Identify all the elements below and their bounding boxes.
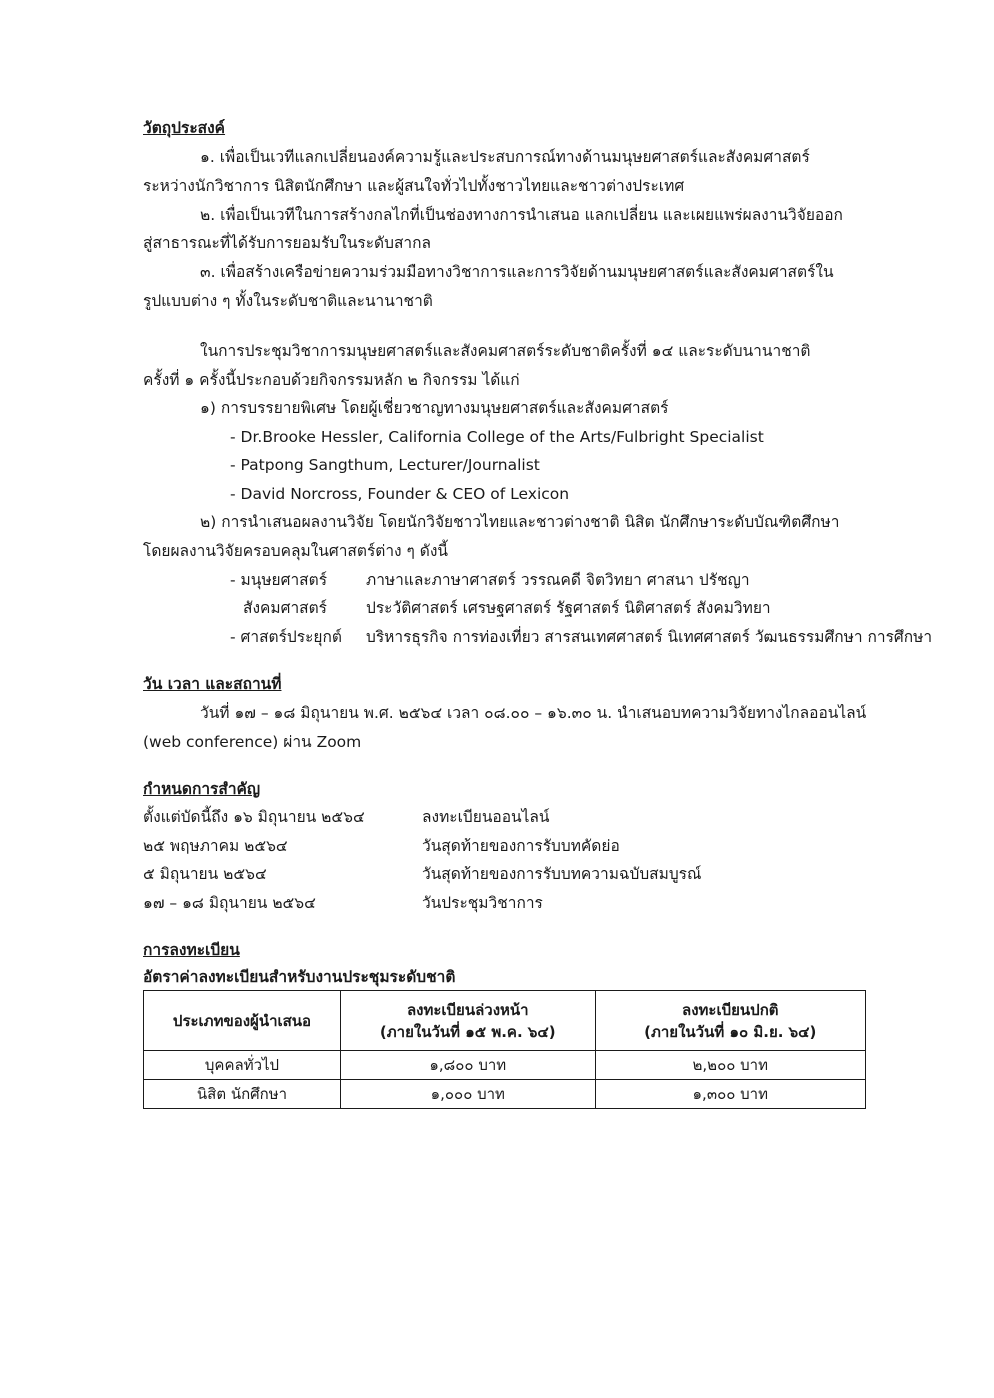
schedule-date: ตั้งแต่บัดนี้ถึง ๑๖ มิถุนายน ๒๕๖๔ — [143, 808, 365, 826]
venue-line-2: (web conference) ผ่าน Zoom — [143, 733, 362, 751]
schedule-heading: กำหนดการสำคัญ — [143, 780, 261, 798]
objective-2-line-1: ๒. เพื่อเป็นเวทีในการสร้างกลไกที่เป็นช่องทางการนำเสนอ แลกเปลี่ยน และเผยแพร่ผลงานวิจัยออก — [200, 206, 843, 224]
venue-line-1: วันที่ ๑๗ – ๑๘ มิถุนายน พ.ศ. ๒๕๖๔ เวลา ๐๘.๐๐ – ๑๖.๓๐ น. นำเสนอบทความวิจัยทางไกลออนไลน์ — [200, 704, 867, 722]
presenter-type-cell: บุคคลทั่วไป — [144, 1051, 341, 1080]
schedule-event: วันสุดท้ายของการรับบทคัดย่อ — [422, 837, 620, 855]
column-header-regular-title: ลงทะเบียนปกติ — [682, 1000, 779, 1019]
objective-1-line-1: ๑. เพื่อเป็นเวทีแลกเปลี่ยนองค์ความรู้และประสบการณ์ทางด้านมนุษยศาสตร์และสังคมศาสตร์ — [200, 148, 810, 166]
early-fee-cell: ๑,๐๐๐ บาท — [341, 1080, 596, 1109]
column-header-presenter-type: ประเภทของผู้นำเสนอ — [144, 991, 341, 1051]
schedule-date: ๑๗ – ๑๘ มิถุนายน ๒๕๖๔ — [143, 894, 316, 912]
schedule-event: วันสุดท้ายของการรับบทความฉบับสมบูรณ์ — [422, 865, 702, 883]
column-header-early — [341, 991, 596, 1051]
regular-fee-cell: ๒,๒๐๐ บาท — [595, 1051, 865, 1080]
field-name: - มนุษยศาสตร์ — [230, 571, 328, 589]
column-header-regular-deadline: (ภายในวันที่ ๑๐ มิ.ย. ๖๔) — [644, 1022, 817, 1041]
regular-fee-cell: ๑,๓๐๐ บาท — [595, 1080, 865, 1109]
table-header-row — [144, 991, 866, 1051]
table-row — [144, 1080, 866, 1109]
objectives-heading: วัตถุประสงค์ — [143, 119, 226, 137]
column-header-early-title: ลงทะเบียนล่วงหน้า — [406, 1000, 529, 1019]
speaker-item: - Dr.Brooke Hessler, California College of the Arts/Fulbright Specialist — [230, 428, 764, 446]
early-fee-cell: ๑,๘๐๐ บาท — [341, 1051, 596, 1080]
activities-intro-line-1: ในการประชุมวิชาการมนุษยศาสตร์และสังคมศาสตร์ระดับชาติครั้งที่ ๑๔ และระดับนานาชาติ — [200, 342, 811, 360]
field-subjects: บริหารธุรกิจ การท่องเที่ยว สารสนเทศศาสตร์ นิเทศศาสตร์ วัฒนธรรมศึกษา การศึกษา — [366, 628, 933, 646]
objective-2-line-2: สู่สาธารณะที่ได้รับการยอมรับในระดับสากล — [143, 234, 432, 252]
presenter-type-cell: นิสิต นักศึกษา — [144, 1080, 341, 1109]
column-header-early-deadline: (ภายในวันที่ ๑๕ พ.ค. ๖๔) — [379, 1022, 556, 1041]
speaker-item: - David Norcross, Founder & CEO of Lexicon — [230, 485, 570, 503]
activity-2-line-2: โดยผลงานวิจัยครอบคลุมในศาสตร์ต่าง ๆ ดังนี้ — [143, 542, 449, 560]
activity-2-line-1: ๒) การนำเสนอผลงานวิจัย โดยนักวิจัยชาวไทยและชาวต่างชาติ นิสิต นักศึกษาระดับบัณฑิตศึกษา — [200, 513, 840, 531]
table-row — [144, 1051, 866, 1080]
schedule-event: ลงทะเบียนออนไลน์ — [422, 808, 550, 826]
venue-heading: วัน เวลา และสถานที่ — [143, 675, 282, 693]
field-subjects: ภาษาและภาษาศาสตร์ วรรณคดี จิตวิทยา ศาสนา ปรัชญา — [366, 571, 750, 589]
objective-3-line-2: รูปแบบต่าง ๆ ทั้งในระดับชาติและนานาชาติ — [143, 292, 433, 310]
activities-intro-line-2: ครั้งที่ ๑ ครั้งนี้ประกอบด้วยกิจกรรมหลัก ๒ กิจกรรม ได้แก่ — [143, 371, 520, 389]
column-header-regular — [595, 991, 865, 1051]
field-name: สังคมศาสตร์ — [243, 599, 328, 617]
objective-1-line-2: ระหว่างนักวิชาการ นิสิตนักศึกษา และผู้สนใจทั่วไปทั้งชาวไทยและชาวต่างประเทศ — [143, 177, 685, 195]
field-subjects: ประวัติศาสตร์ เศรษฐศาสตร์ รัฐศาสตร์ นิติศาสตร์ สังคมวิทยา — [366, 599, 771, 617]
registration-heading: การลงทะเบียน — [143, 941, 240, 959]
registration-subheading: อัตราค่าลงทะเบียนสำหรับงานประชุมระดับชาติ — [143, 968, 456, 986]
speaker-item: - Patpong Sangthum, Lecturer/Journalist — [230, 456, 540, 474]
schedule-date: ๒๕ พฤษภาคม ๒๕๖๔ — [143, 837, 288, 855]
activity-1: ๑) การบรรยายพิเศษ โดยผู้เชี่ยวชาญทางมนุษยศาสตร์และสังคมศาสตร์ — [200, 399, 669, 417]
schedule-event: วันประชุมวิชาการ — [422, 894, 543, 912]
registration-fee-table — [143, 990, 866, 1109]
field-name: - ศาสตร์ประยุกต์ — [230, 628, 342, 646]
schedule-date: ๕ มิถุนายน ๒๕๖๔ — [143, 865, 267, 883]
objective-3-line-1: ๓. เพื่อสร้างเครือข่ายความร่วมมือทางวิชาการและการวิจัยด้านมนุษยศาสตร์และสังคมศาสตร์ใน — [200, 263, 834, 281]
